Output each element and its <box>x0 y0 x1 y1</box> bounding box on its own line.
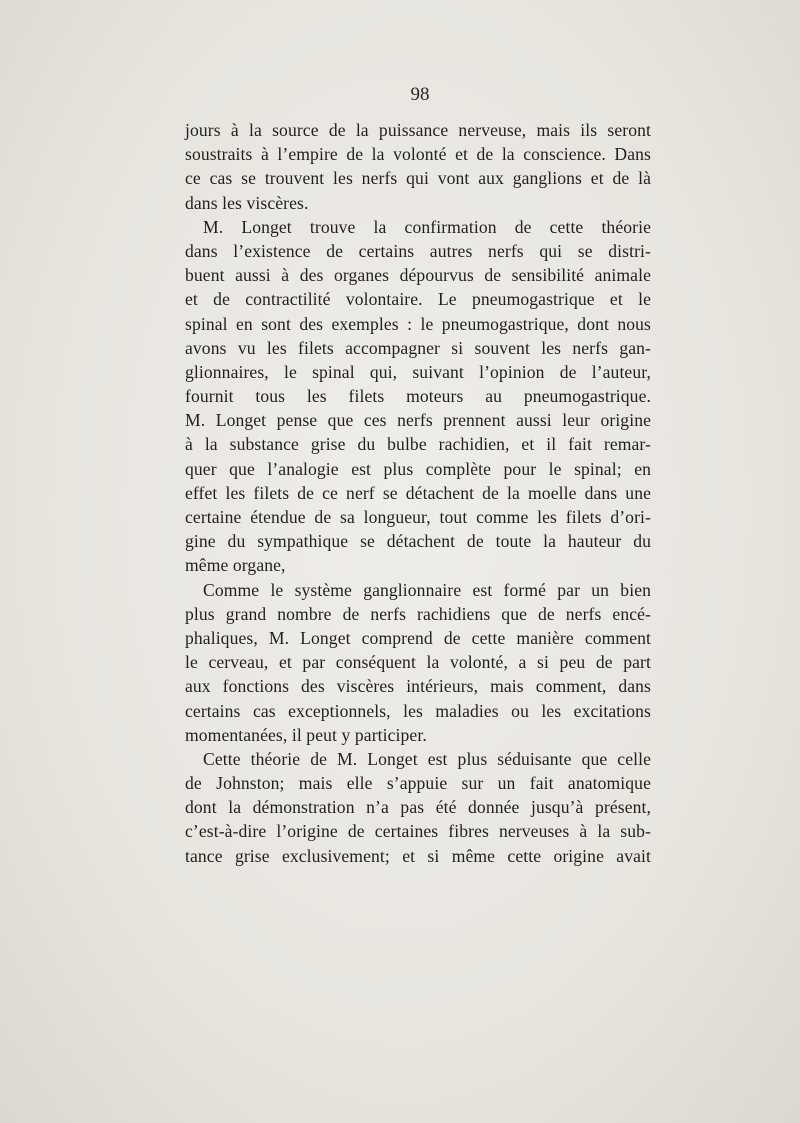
text-line: gine du sympathique se détachent de toute la hauteur du <box>185 531 651 552</box>
text-line: dans les viscères. <box>185 192 309 213</box>
text-line: effet les filets de ce nerf se détachent de la moelle dans une <box>185 482 651 503</box>
text-line: certains cas exceptionnels, les maladies ou les excitations <box>185 700 651 721</box>
text-line: fournit tous les filets moteurs au pneumogastrique. <box>185 386 651 407</box>
text-line: Comme le système ganglionnaire est formé par un bien <box>203 579 651 600</box>
text-line: ce cas se trouvent les nerfs qui vont aux ganglions et de là <box>185 168 651 189</box>
text-line: quer que l’analogie est plus complète pour le spinal; en <box>185 458 651 479</box>
text-line: et de contractilité volontaire. Le pneumogastrique et le <box>185 289 651 310</box>
text-line: c’est-à-dire l’origine de certaines fibres nerveuses à la sub- <box>185 821 651 842</box>
text-line: Cette théorie de M. Longet est plus séduisante que celle <box>203 748 651 769</box>
text-line: momentanées, il peut y participer. <box>185 724 427 745</box>
text-line: dans l’existence de certains autres nerfs qui se distri- <box>185 240 651 261</box>
text-line: même organe, <box>185 555 286 576</box>
text-line: de Johnston; mais elle s’appuie sur un fait anatomique <box>185 773 651 794</box>
text-line: à la substance grise du bulbe rachidien, et il fait remar- <box>185 434 651 455</box>
text-line: le cerveau, et par conséquent la volonté, a si peu de part <box>185 652 651 673</box>
text-line: M. Longet trouve la confirmation de cette théorie <box>203 216 651 237</box>
text-line: dont la démonstration n’a pas été donnée jusqu’à présent, <box>185 797 651 818</box>
text-line: glionnaires, le spinal qui, suivant l’opinion de l’auteur, <box>185 361 651 382</box>
body-text <box>185 118 651 868</box>
text-line: soustraits à l’empire de la volonté et de la conscience. Dans <box>185 144 651 165</box>
text-line: avons vu les filets accompagner si souvent les nerfs gan- <box>185 337 651 358</box>
text-line: jours à la source de la puissance nerveuse, mais ils seront <box>185 120 651 140</box>
text-line: buent aussi à des organes dépourvus de sensibilité animale <box>185 265 651 286</box>
text-line: plus grand nombre de nerfs rachidiens que de nerfs encé- <box>185 603 651 624</box>
text-line: aux fonctions des viscères intérieurs, mais comment, dans <box>185 676 651 697</box>
text-line: phaliques, M. Longet comprend de cette manière comment <box>185 627 651 648</box>
text-line: M. Longet pense que ces nerfs prennent aussi leur origine <box>185 410 651 431</box>
text-line: certaine étendue de sa longueur, tout comme les filets d’ori- <box>185 507 651 527</box>
text-line: tance grise exclusivement; et si même cette origine avait <box>185 845 651 866</box>
text-line: spinal en sont des exemples : le pneumogastrique, dont nous <box>185 313 651 334</box>
page-number: 98 <box>410 84 430 105</box>
